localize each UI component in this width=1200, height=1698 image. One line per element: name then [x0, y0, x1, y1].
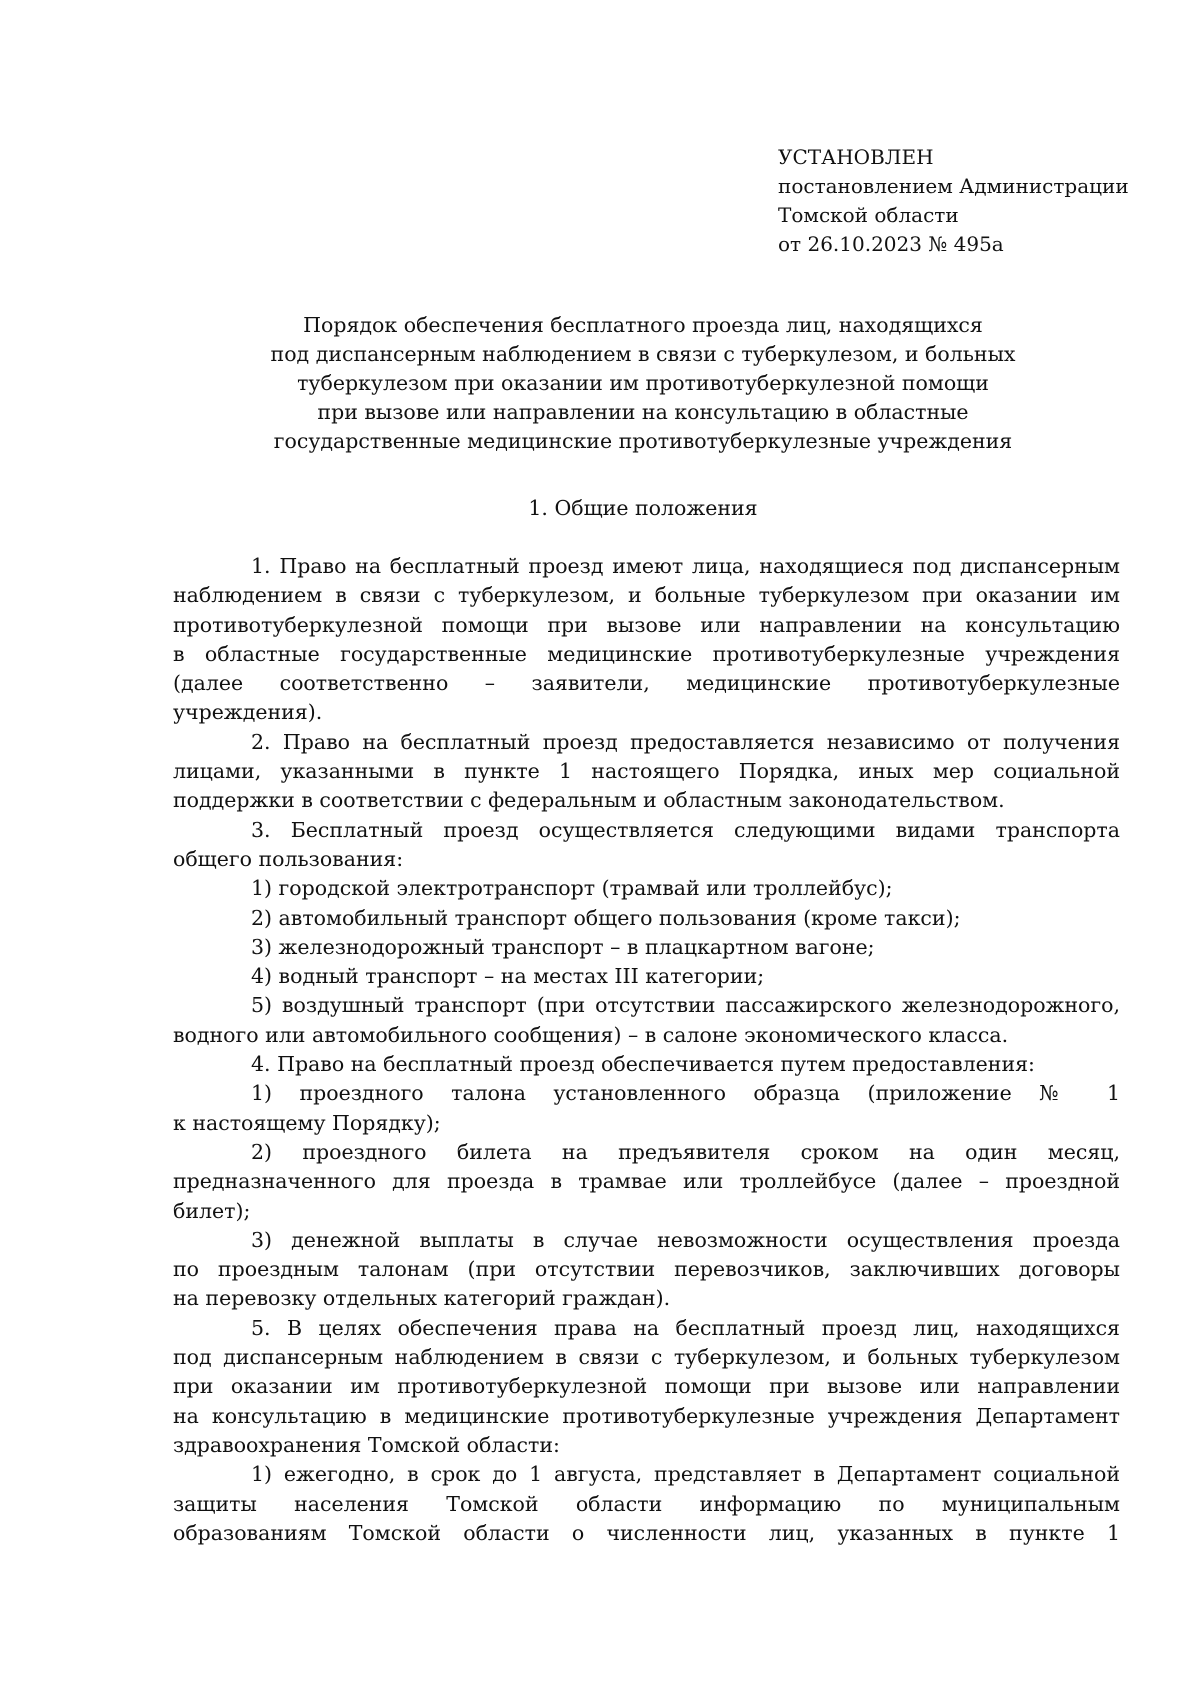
text-line: здравоохранения Томской области:: [173, 1432, 560, 1457]
approval-line: постановлением Администрации: [778, 174, 1129, 198]
document-title: [160, 311, 1126, 456]
text-line: 1) проездного талона установленного образца (приложение № 1: [251, 1081, 1120, 1106]
text-line: поддержки в соответствии с федеральным и областным законодательством.: [173, 788, 1005, 813]
approval-line: УСТАНОВЛЕН: [778, 145, 934, 169]
title-line: туберкулезом при оказании им противотуберкулезной помощи: [297, 371, 989, 395]
text-line: на консультацию в медицинские противотуберкулезные учреждения Департамент: [173, 1403, 1120, 1428]
text-line: в областные государственные медицинские противотуберкулезные учреждения: [173, 641, 1120, 666]
title-line: Порядок обеспечения бесплатного проезда лиц, находящихся: [303, 313, 983, 337]
approval-stamp: [778, 143, 1178, 259]
approval-line: от 26.10.2023 № 495а: [778, 232, 1004, 256]
text-line: наблюдением в связи с туберкулезом, и больные туберкулезом при оказании им: [173, 583, 1120, 608]
text-line: под диспансерным наблюдением в связи с туберкулезом, и больных туберкулезом: [173, 1345, 1120, 1370]
text-line: водного или автомобильного сообщения) – в салоне экономического класса.: [173, 1022, 1009, 1047]
text-line: 5) воздушный транспорт (при отсутствии пассажирского железнодорожного,: [251, 993, 1120, 1018]
text-line: 2. Право на бесплатный проезд предоставляется независимо от получения: [251, 729, 1120, 754]
text-line: учреждения).: [173, 700, 323, 725]
title-line: под диспансерным наблюдением в связи с туберкулезом, и больных: [270, 342, 1016, 366]
text-line: 2) автомобильный транспорт общего пользования (кроме такси);: [251, 905, 961, 930]
section-heading: 1. Общие положения: [528, 496, 758, 520]
text-line: 4. Право на бесплатный проезд обеспечивается путем предоставления:: [251, 1052, 1035, 1077]
text-line: 4) водный транспорт – на местах III категории;: [251, 964, 765, 989]
text-line: лицами, указанными в пункте 1 настоящего Порядка, иных мер социальной: [173, 759, 1120, 784]
text-line: 2) проездного билета на предъявителя сроком на один месяц,: [251, 1139, 1120, 1164]
text-line: защиты населения Томской области информацию по муниципальным: [173, 1491, 1120, 1516]
text-line: 3) денежной выплаты в случае невозможности осуществления проезда: [251, 1227, 1120, 1252]
text-line: 3) железнодорожный транспорт – в плацкартном вагоне;: [251, 934, 875, 959]
text-line: предназначенного для проезда в трамвае или троллейбусе (далее – проездной: [173, 1169, 1120, 1194]
text-line: 3. Бесплатный проезд осуществляется следующими видами транспорта: [251, 817, 1120, 842]
text-line: 5. В целях обеспечения права на бесплатный проезд лиц, находящихся: [251, 1315, 1120, 1340]
text-line: общего пользования:: [173, 846, 404, 871]
text-line: образованиям Томской области о численности лиц, указанных в пункте 1: [173, 1520, 1120, 1545]
title-line: государственные медицинские противотуберкулезные учреждения: [273, 429, 1013, 453]
approval-line: Томской области: [778, 203, 959, 227]
text-line: 1) ежегодно, в срок до 1 августа, представляет в Департамент социальной: [251, 1462, 1120, 1487]
text-line: по проездным талонам (при отсутствии перевозчиков, заключивших договоры: [173, 1257, 1120, 1282]
text-line: противотуберкулезной помощи при вызове или направлении на консультацию: [173, 612, 1120, 637]
text-line: билет);: [173, 1198, 251, 1223]
text-line: на перевозку отдельных категорий граждан).: [173, 1286, 671, 1311]
title-line: при вызове или направлении на консультацию в областные: [317, 400, 969, 424]
text-line: (далее соответственно – заявители, медицинские противотуберкулезные: [173, 671, 1120, 696]
section-body: [173, 552, 1120, 1548]
text-line: 1. Право на бесплатный проезд имеют лица, находящиеся под диспансерным: [251, 554, 1120, 578]
text-line: при оказании им противотуберкулезной помощи при вызове или направлении: [173, 1374, 1120, 1399]
text-line: 1) городской электротранспорт (трамвай или троллейбус);: [251, 876, 893, 901]
text-line: к настоящему Порядку);: [173, 1110, 441, 1135]
